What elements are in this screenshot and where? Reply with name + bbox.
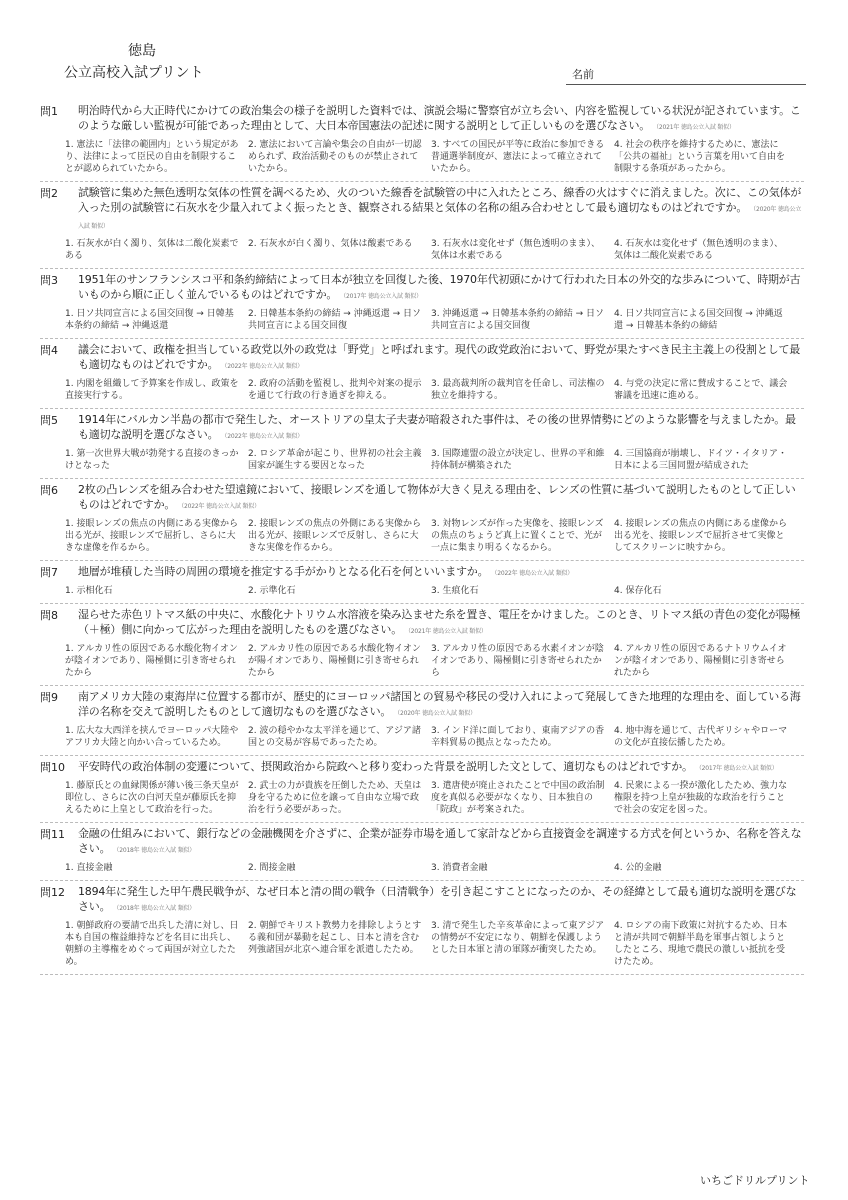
choice-list xyxy=(65,643,804,679)
answer-choice: 4. 石灰水は変化せず（無色透明のまま）、気体は二酸化炭素である xyxy=(614,239,783,261)
answer-choice: 2. 示準化石 xyxy=(248,586,296,596)
answer-choice: 3. インド洋に面しており、東南アジアの香辛料貿易の拠点となったため。 xyxy=(431,726,605,748)
question-text xyxy=(78,412,804,444)
question-body: 1914年にバルカン半島の都市で発生した、オーストリアの皇太子夫妻が暗殺された事件は、その後の世界情勢にどのような影響を与えましたか。最も適切な説明を選びなさい。 xyxy=(78,413,796,441)
choice-list xyxy=(65,725,804,749)
answer-choice: 2. 政府の活動を監視し、批判や対案の提示を通じて行政の行き過ぎを抑える。 xyxy=(248,379,422,401)
footer-brand: いちごドリルプリント xyxy=(700,1174,810,1187)
question-body: 議会において、政権を担当している政党以外の政党は「野党」と呼ばれます。現代の政党政治において、野党が果たすべき民主主義上の役割として最も適切なものはどれですか。 xyxy=(78,343,801,371)
question-text xyxy=(78,607,804,639)
question-source: （2020年 徳島公立入試 類似） xyxy=(397,710,476,717)
choice-list xyxy=(65,862,804,874)
answer-choice: 1. 広大な大西洋を挟んでヨーロッパ大陸やアフリカ大陸と向かい合っているため。 xyxy=(65,726,239,748)
answer-choice: 4. 公的金融 xyxy=(614,863,662,873)
answer-choice: 4. 接眼レンズの焦点の内側にある虚像から出る光を、接眼レンズで屈折させて実像としてスクリーンに映すから。 xyxy=(614,519,787,553)
question-source: （2020年 徳島公立入試 類似） xyxy=(78,206,802,230)
question-number: 問5 xyxy=(40,414,58,427)
answer-choice: 3. 対物レンズが作った実像を、接眼レンズの焦点のちょうど真上に置くことで、光が一点に集まり明るくなるから。 xyxy=(431,519,604,553)
question-number: 問11 xyxy=(40,828,65,841)
answer-choice: 2. ロシア革命が起こり、世界初の社会主義国家が誕生する要因となった xyxy=(248,449,422,471)
answer-choice: 1. 直接金融 xyxy=(65,863,113,873)
question-source: （2018年 徳島公立入試 類似） xyxy=(116,847,196,854)
answer-choice: 4. 与党の決定に常に賛成することで、議会審議を迅速に進める。 xyxy=(614,379,788,401)
choice-list xyxy=(65,238,804,262)
choice-list xyxy=(65,780,804,816)
question-body: 南アメリカ大陸の東海岸に位置する都市が、歴史的にヨーロッパ諸国との貿易や移民の受け入れによって発展してきた地理的な理由を、面している海洋の名称を交えて説明したものとして適切なものを選びなさい。 xyxy=(78,690,801,718)
choice-list xyxy=(65,139,804,175)
answer-choice: 1. アルカリ性の原因である水酸化物イオンが陰イオンであり、陽極側に引き寄せられたから xyxy=(65,644,238,678)
question-text xyxy=(78,103,804,135)
question-block xyxy=(40,269,804,339)
question-source: （2018年 徳島公立入試 類似） xyxy=(116,905,196,912)
answer-choice: 4. 日ソ共同宣言による国交回復 → 沖縄返還 → 日韓基本条約の締結 xyxy=(614,309,783,331)
answer-choice: 1. 憲法に「法律の範囲内」という規定があり、法律によって臣民の自由を制限することが認められていたから。 xyxy=(65,140,239,174)
question-number: 問6 xyxy=(40,484,58,497)
answer-choice: 1. 日ソ共同宣言による国交回復 → 日韓基本条約の締結 → 沖縄返還 xyxy=(65,309,234,331)
question-block xyxy=(40,686,804,756)
question-block xyxy=(40,881,804,975)
question-number: 問1 xyxy=(40,105,58,118)
answer-choice: 4. 保存化石 xyxy=(614,586,662,596)
answer-choice: 3. 消費者金融 xyxy=(431,863,488,873)
answer-choice: 3. 最高裁判所の裁判官を任命し、司法権の独立を維持する。 xyxy=(431,379,605,401)
question-block xyxy=(40,339,804,409)
answer-choice: 3. 生痕化石 xyxy=(431,586,479,596)
question-number: 問4 xyxy=(40,344,58,357)
question-block xyxy=(40,604,804,686)
question-number: 問12 xyxy=(40,886,65,899)
question-text xyxy=(78,272,804,304)
answer-choice: 3. すべての国民が平等に政治に参加できる普通選挙制度が、憲法によって確立されていたから。 xyxy=(431,140,605,174)
question-source: （2021年 徳島公立入試 類似） xyxy=(408,628,487,635)
question-source: （2022年 徳島公立入試 類似） xyxy=(224,433,304,440)
answer-choice: 3. 沖縄返還 → 日韓基本条約の締結 → 日ソ共同宣言による国交回復 xyxy=(431,309,604,331)
answer-choice: 2. 日韓基本条約の締結 → 沖縄返還 → 日ソ共同宣言による国交回復 xyxy=(248,309,421,331)
question-block xyxy=(40,479,804,561)
question-text xyxy=(78,185,804,234)
answer-choice: 4. 三国協商が崩壊し、ドイツ・イタリア・日本による三国同盟が結成された xyxy=(614,449,787,471)
answer-choice: 1. 第一次世界大戦が勃発する直接のきっかけとなった xyxy=(65,449,239,471)
answer-choice: 3. 国際連盟の設立が決定し、世界の平和維持体制が構築された xyxy=(431,449,605,471)
question-body: 平安時代の政治体制の変遷について、摂関政治から院政へと移り変わった背景を説明した文として、適切なものはどれですか。 xyxy=(78,760,693,773)
answer-choice: 2. 波の穏やかな太平洋を通じて、アジア諸国との交易が容易であったため。 xyxy=(248,726,421,748)
choice-list xyxy=(65,378,804,402)
answer-choice: 1. 示相化石 xyxy=(65,586,113,596)
answer-choice: 3. アルカリ性の原因である水素イオンが陰イオンであり、陽極側に引き寄せられたから xyxy=(431,644,604,678)
question-source: （2022年 徳島公立入試 類似） xyxy=(494,570,574,577)
question-text xyxy=(78,342,804,374)
answer-choice: 1. 接眼レンズの焦点の内側にある実像から出る光が、接眼レンズで屈折し、さらに大きな虚像を作るから。 xyxy=(65,519,238,553)
question-body: 1894年に発生した甲午農民戦争が、なぜ日本と清の間の戦争（日清戦争）を引き起こすことになったのか、その経緯として最も適切な説明を選びなさい。 xyxy=(78,885,797,913)
question-block xyxy=(40,756,804,823)
question-block xyxy=(40,823,804,881)
question-source: （2017年 徳島公立入試 類似） xyxy=(343,293,422,300)
question-source: （2022年 徳島公立入試 類似） xyxy=(181,503,260,510)
question-number: 問3 xyxy=(40,274,58,287)
answer-choice: 1. 内閣を組織して予算案を作成し、政策を直接実行する。 xyxy=(65,379,239,401)
page-title-prefecture: 徳島 xyxy=(128,43,156,59)
page-header xyxy=(0,38,848,98)
answer-choice: 2. 武士の力が貴族を圧倒したため、天皇は身を守るために位を譲って自由な立場で政治を行う必要があった。 xyxy=(248,781,422,815)
answer-choice: 2. 憲法において言論や集会の自由が一切認められず、政治活動そのものが禁止されていたから。 xyxy=(248,140,422,174)
question-block xyxy=(40,182,804,269)
answer-choice: 2. 接眼レンズの焦点の外側にある実像から出る光が、接眼レンズで反射し、さらに大きな実像を作るから。 xyxy=(248,519,421,553)
question-text xyxy=(78,564,804,581)
answer-choice: 4. ロシアの南下政策に対抗するため、日本と清が共同で朝鮮半島を軍事占領しようとしたところ、現地で農民の激しい抵抗を受けたため。 xyxy=(614,921,788,967)
answer-choice: 1. 藤原氏との血縁関係が薄い後三条天皇が即位し、さらに次の白河天皇が藤原氏を抑えるために上皇として政治を行った。 xyxy=(65,781,239,815)
question-body: 2枚の凸レンズを組み合わせた望遠鏡において、接眼レンズを通して物体が大きく見える理由を、レンズの性質に基づいて説明したものとして正しいものはどれですか。 xyxy=(78,483,796,511)
answer-choice: 2. 石灰水が白く濁り、気体は酸素である xyxy=(248,239,413,249)
answer-choice: 3. 遣唐使が廃止されたことで中国の政治制度を真似る必要がなくなり、日本独自の「院政」が考案された。 xyxy=(431,781,605,815)
answer-choice: 2. 朝鮮でキリスト教勢力を排除しようとする義和団が暴動を起こし、日本と清を含む列強諸国が北京へ連合軍を派遣したため。 xyxy=(248,921,422,955)
choice-list xyxy=(65,308,804,332)
question-source: （2017年 徳島公立入試 類似） xyxy=(698,765,778,772)
answer-choice: 3. 石灰水は変化せず（無色透明のまま）、気体は水素である xyxy=(431,239,600,261)
question-text xyxy=(78,826,804,858)
question-number: 問7 xyxy=(40,566,58,579)
question-body: 試験管に集めた無色透明な気体の性質を調べるため、火のついた線香を試験管の中に入れたところ、線香の火はすぐに消えました。次に、この気体が入った別の試験管に石灰水を少量入れてよく振ったとき、観察される結果と気体の名称の組み合わせとして最も適切なものはどれですか。 xyxy=(78,186,802,214)
question-number: 問2 xyxy=(40,187,58,200)
question-body: 1951年のサンフランシスコ平和条約締結によって日本が独立を回復した後、1970年代初頭にかけて行われた日本の外交的な歩みについて、時期が古いものから順に正しく並んでいるものはどれですか。 xyxy=(78,273,801,301)
question-block xyxy=(40,409,804,479)
question-list xyxy=(0,100,848,975)
name-field-line xyxy=(566,84,806,85)
answer-choice: 1. 朝鮮政府の要請で出兵した清に対し、日本も自国の権益維持などを名目に出兵し、朝鮮の主導権をめぐって両国が対立したため。 xyxy=(65,921,239,967)
question-source: （2022年 徳島公立入試 類似） xyxy=(224,363,304,370)
question-block xyxy=(40,561,804,604)
answer-choice: 3. 清で発生した辛亥革命によって東アジアの情勢が不安定になり、朝鮮を保護しようとした日本軍と清の軍隊が衝突したため。 xyxy=(431,921,605,955)
answer-choice: 1. 石灰水が白く濁り、気体は二酸化炭素である xyxy=(65,239,239,261)
answer-choice: 2. 間接金融 xyxy=(248,863,296,873)
choice-list xyxy=(65,920,804,968)
question-number: 問9 xyxy=(40,691,58,704)
answer-choice: 4. 地中海を通じて、古代ギリシャやローマの文化が直接伝播したため。 xyxy=(614,726,788,748)
answer-choice: 4. アルカリ性の原因であるナトリウムイオンが陰イオンであり、陽極側に引き寄せられたから xyxy=(614,644,787,678)
question-body: 地層が堆積した当時の周囲の環境を推定する手がかりとなる化石を何といいますか。 xyxy=(78,565,489,578)
question-text xyxy=(78,689,804,721)
choice-list xyxy=(65,585,804,597)
answer-choice: 2. アルカリ性の原因である水酸化物イオンが陽イオンであり、陽極側に引き寄せられたから xyxy=(248,644,421,678)
question-body: 明治時代から大正時代にかけての政治集会の様子を説明した資料では、演説会場に警察官が立ち会い、内容を監視している状況が記されています。このような厳しい監視が可能であった理由として、大日本帝国憲法の記述に関する説明として正しいものを選びなさい。 xyxy=(78,104,801,132)
question-number: 問10 xyxy=(40,761,65,774)
choice-list xyxy=(65,448,804,472)
question-block xyxy=(40,100,804,182)
question-text xyxy=(78,759,804,776)
question-text xyxy=(78,482,804,514)
page-title: 公立高校入試プリント xyxy=(64,65,204,81)
question-body: 金融の仕組みにおいて、銀行などの金融機関を介さずに、企業が証券市場を通して家計などから直接資金を調達する方式を何というか、名称を答えなさい。 xyxy=(78,827,802,855)
question-source: （2021年 徳島公立入試 類似） xyxy=(656,124,735,131)
answer-choice: 4. 民衆による一揆が激化したため、強力な権限を持つ上皇が独裁的な政治を行うことで社会の安定を図った。 xyxy=(614,781,788,815)
name-label: 名前 xyxy=(572,68,594,81)
question-number: 問8 xyxy=(40,609,58,622)
question-body: 湿らせた赤色リトマス紙の中央に、水酸化ナトリウム水溶液を染み込ませた糸を置き、電圧をかけました。このとき、リトマス紙の青色の変化が陽極（＋極）側に向かって広がった理由を説明したものを選びなさい。 xyxy=(78,608,801,636)
question-text xyxy=(78,884,804,916)
choice-list xyxy=(65,518,804,554)
answer-choice: 4. 社会の秩序を維持するために、憲法に「公共の福祉」という言葉を用いて自由を制限する条項があったから。 xyxy=(614,140,786,174)
